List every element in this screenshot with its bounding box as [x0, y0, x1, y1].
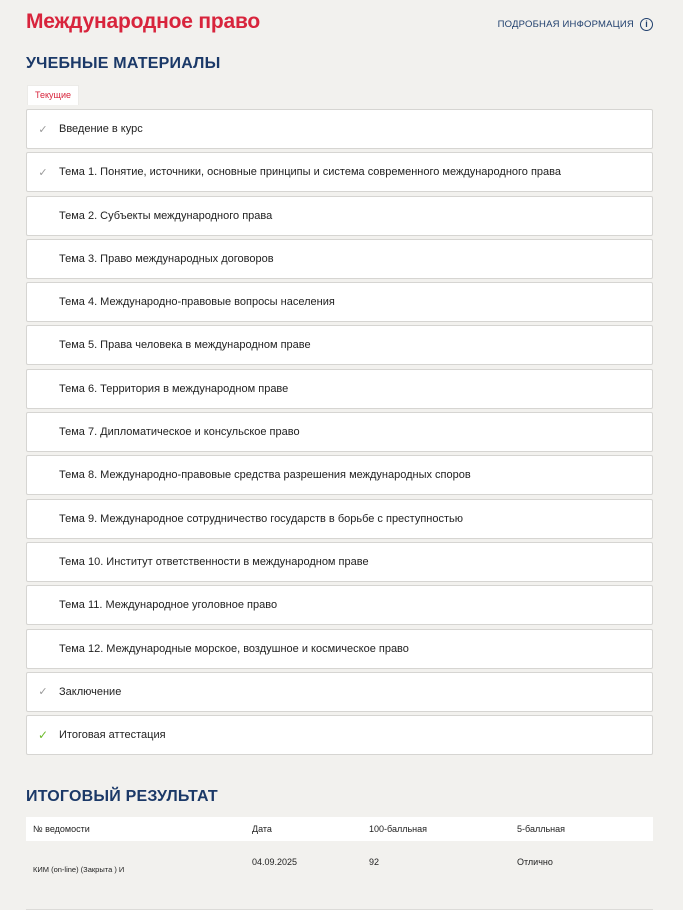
- material-item-5[interactable]: [26, 325, 653, 365]
- cell-score100: 92: [362, 841, 510, 910]
- material-label: Тема 12. Международные морское, воздушное и космическое право: [59, 642, 409, 655]
- material-label: Тема 10. Институт ответственности в международном праве: [59, 555, 369, 568]
- material-item-12[interactable]: [26, 629, 653, 669]
- material-label: Тема 7. Дипломатическое и консульское право: [59, 426, 300, 439]
- material-item-10[interactable]: [26, 542, 653, 582]
- material-label: Введение в курс: [59, 123, 143, 135]
- material-item-8[interactable]: [26, 455, 653, 495]
- material-label: Тема 6. Территория в международном праве: [59, 382, 289, 395]
- material-item-0[interactable]: [26, 109, 653, 149]
- material-label: Тема 3. Право международных договоров: [59, 252, 274, 265]
- material-label: Тема 2. Субъекты международного права: [59, 209, 273, 222]
- more-info-label[interactable]: ПОДРОБНАЯ ИНФОРМАЦИЯ: [497, 19, 634, 30]
- material-item-14[interactable]: [26, 715, 653, 755]
- materials-section-title: УЧЕБНЫЕ МАТЕРИАЛЫ: [26, 55, 221, 72]
- cell-vedomost: КИМ (on-line) (Закрыта ) И: [26, 841, 245, 910]
- material-label: Тема 11. Международное уголовное право: [59, 599, 278, 612]
- table-row: [26, 841, 653, 910]
- material-item-3[interactable]: [26, 239, 653, 279]
- check-icon: ✓: [37, 728, 49, 743]
- check-icon: ✓: [38, 123, 48, 136]
- materials-list: [26, 109, 653, 758]
- material-label: Заключение: [59, 685, 122, 698]
- results-header-row: [26, 817, 653, 841]
- column-header-vedomost: № ведомости: [26, 817, 245, 841]
- material-item-9[interactable]: [26, 499, 653, 539]
- course-header: [26, 8, 653, 40]
- column-header-score5: 5-балльная: [510, 817, 653, 841]
- material-item-4[interactable]: [26, 282, 653, 322]
- check-icon: ✓: [38, 166, 48, 179]
- material-label: Тема 5. Права человека в международном праве: [59, 339, 311, 352]
- material-item-7[interactable]: [26, 412, 653, 452]
- material-item-13[interactable]: [26, 672, 653, 712]
- material-item-11[interactable]: [26, 585, 653, 625]
- material-label: Тема 8. Международно-правовые средства разрешения международных споров: [59, 469, 471, 482]
- material-label: Тема 1. Понятие, источники, основные принципы и система современного международного права: [59, 166, 562, 179]
- material-label: Итоговая аттестация: [59, 729, 166, 742]
- material-item-1[interactable]: [26, 152, 653, 192]
- material-item-2[interactable]: [26, 196, 653, 236]
- check-icon: ✓: [38, 686, 48, 699]
- course-title: Международное право: [26, 10, 260, 33]
- cell-score5: Отлично: [510, 841, 653, 910]
- result-section-title: ИТОГОВЫЙ РЕЗУЛЬТАТ: [26, 788, 218, 805]
- results-table: [26, 817, 653, 910]
- column-header-date: Дата: [245, 817, 362, 841]
- tab-current[interactable]: Текущие: [27, 85, 79, 105]
- material-label: Тема 9. Международное сотрудничество государств в борьбе с преступностью: [59, 512, 464, 525]
- more-info-link[interactable]: [498, 18, 653, 31]
- material-label: Тема 4. Международно-правовые вопросы населения: [59, 296, 335, 309]
- column-header-score100: 100-балльная: [362, 817, 510, 841]
- material-item-6[interactable]: [26, 369, 653, 409]
- cell-date: 04.09.2025: [245, 841, 362, 910]
- info-circle-icon[interactable]: i: [640, 18, 653, 31]
